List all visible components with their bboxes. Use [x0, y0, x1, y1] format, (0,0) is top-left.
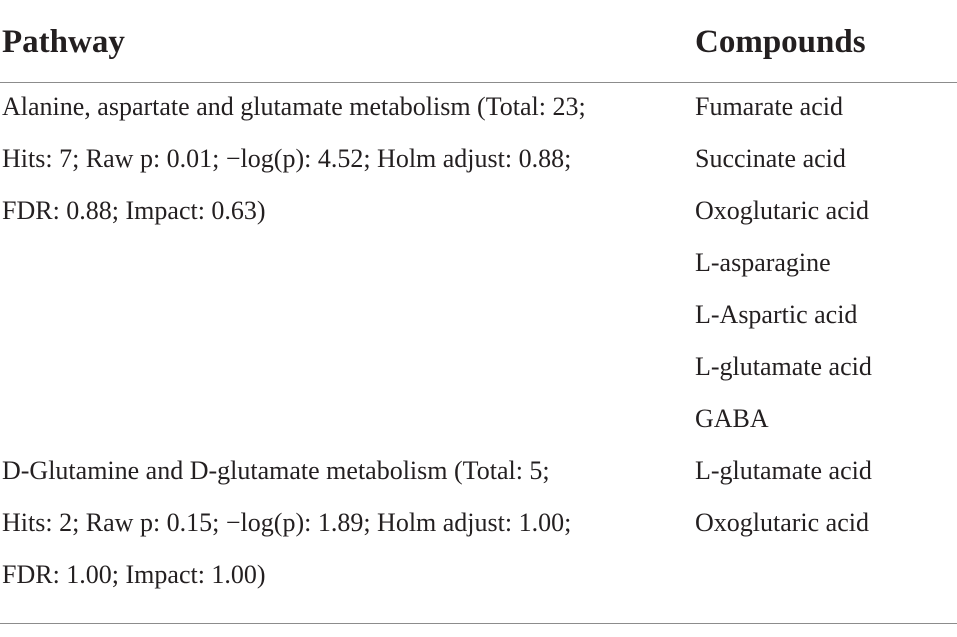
table-bottom-rule	[0, 623, 957, 624]
compound-item: GABA	[695, 404, 769, 433]
compound-item: Oxoglutaric acid	[695, 196, 869, 225]
compounds-cell	[695, 445, 955, 549]
compound-item: L-Aspartic acid	[695, 300, 858, 329]
pathway-text-line: Alanine, aspartate and glutamate metabolism (Total: 23;	[2, 92, 586, 121]
pathway-text-line: Hits: 7; Raw p: 0.01; −log(p): 4.52; Holm adjust: 0.88;	[2, 144, 572, 173]
compound-item: L-glutamate acid	[695, 352, 872, 381]
header-pathway: Pathway	[2, 24, 125, 60]
pathway-cell	[2, 81, 672, 237]
compounds-cell	[695, 81, 955, 445]
compound-item: Fumarate acid	[695, 92, 843, 121]
table-header-row	[0, 0, 957, 83]
compound-item: L-asparagine	[695, 248, 831, 277]
pathway-text-line: D-Glutamine and D-glutamate metabolism (Total: 5;	[2, 456, 550, 485]
pathway-text-line: FDR: 1.00; Impact: 1.00)	[2, 560, 266, 589]
pathway-text-line: FDR: 0.88; Impact: 0.63)	[2, 196, 266, 225]
header-compounds: Compounds	[695, 24, 866, 60]
compound-item: Oxoglutaric acid	[695, 508, 869, 537]
pathway-text-line: Hits: 2; Raw p: 0.15; −log(p): 1.89; Holm adjust: 1.00;	[2, 508, 572, 537]
compound-item: L-glutamate acid	[695, 456, 872, 485]
compound-item: Succinate acid	[695, 144, 846, 173]
pathway-cell	[2, 445, 672, 601]
